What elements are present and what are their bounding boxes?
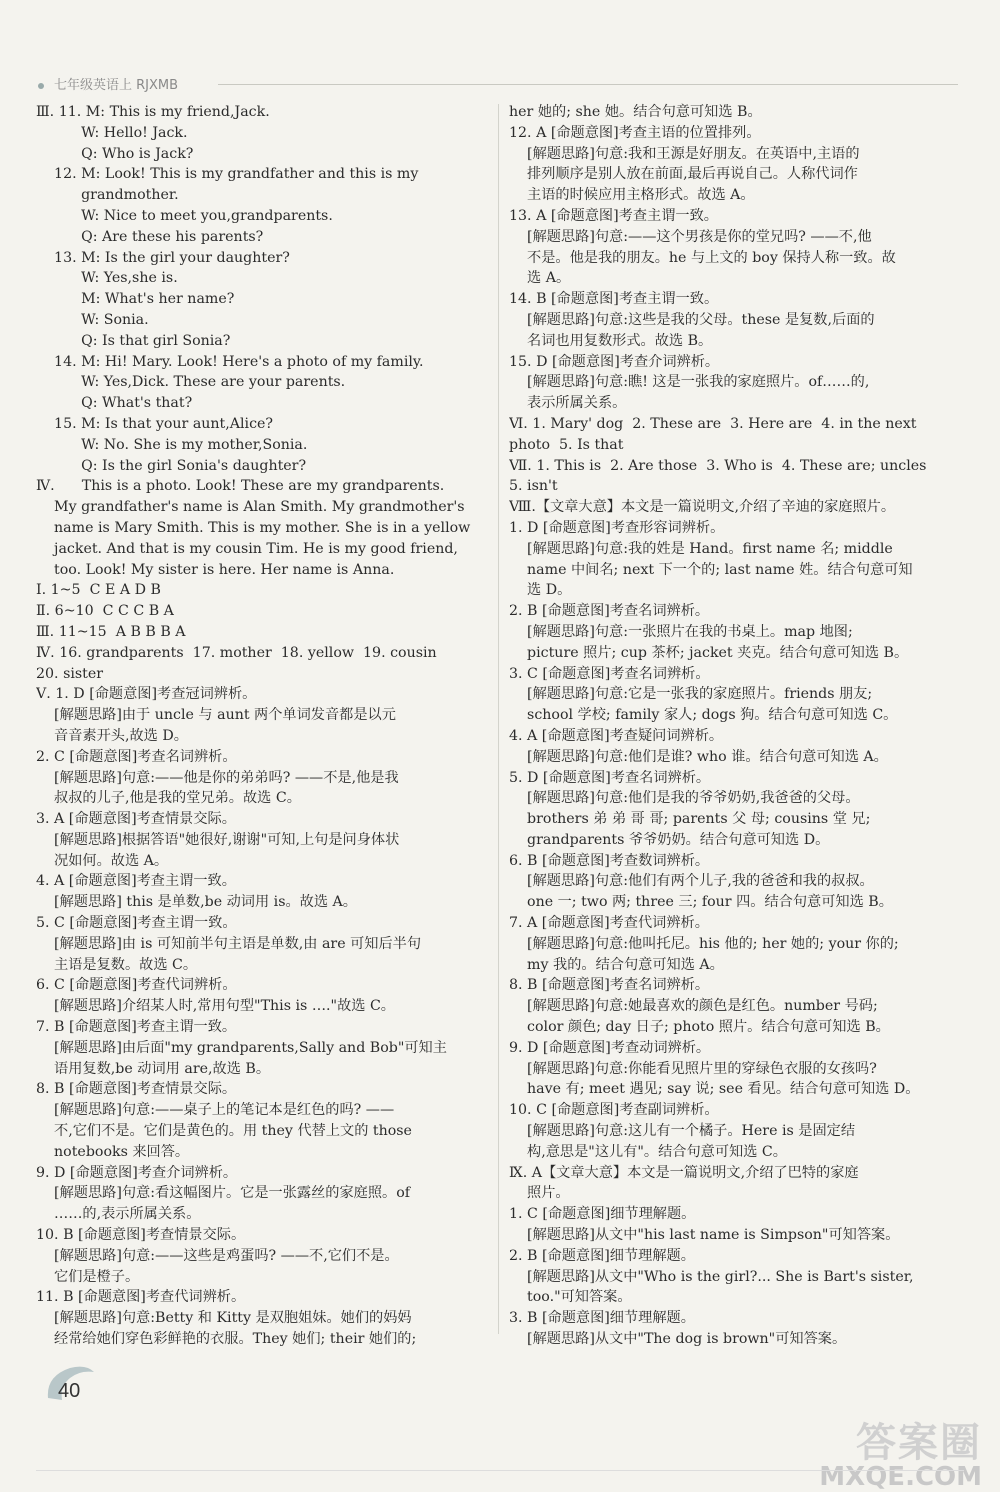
text-line: 6. C [命题意图]考查代词辨析。	[36, 977, 237, 994]
text-line: 5. isn't	[509, 478, 558, 495]
text-line: Ⅳ. 16. grandparents 17. mother 18. yellow 19. cousin	[36, 644, 437, 661]
text-line: 不是。他是我的朋友。he 与上文的 boy 保持人称一致。故	[509, 249, 896, 266]
text-line: 主语是复数。故选 C。	[36, 956, 198, 973]
text-line: photo 5. Is that	[509, 436, 624, 453]
text-line: Q: Is that girl Sonia?	[36, 332, 231, 349]
page-number-area	[40, 1358, 120, 1428]
text-line: [解题思路]句意:她最喜欢的颜色是红色。number 号码;	[509, 998, 878, 1015]
text-line: 构,意思是"这儿有"。结合句意可知选 C。	[509, 1143, 787, 1160]
text-line: 12. A [命题意图]考查主语的位置排列。	[509, 124, 761, 141]
text-line: Ⅳ. This is a photo. Look! These are my grandparents.	[36, 478, 445, 495]
text-line: 11. B [命题意图]考查代词辨析。	[36, 1289, 246, 1306]
text-line: color 颜色; day 日子; photo 照片。结合句意可知选 B。	[509, 1019, 890, 1036]
text-line: Q: Is the girl Sonia's daughter?	[36, 457, 307, 474]
text-line: [解题思路]句意:——这些是鸡蛋吗? ——不,它们不是。	[36, 1247, 399, 1264]
text-line: 7. A [命题意图]考查代词辨析。	[509, 915, 709, 932]
text-line: Ⅲ. 11. M: This is my friend,Jack.	[36, 104, 270, 120]
text-line: My grandfather's name is Alan Smith. My grandmother's	[36, 499, 465, 516]
text-line: 选 D。	[509, 582, 572, 599]
text-line: [解题思路]从文中"The dog is brown"可知答案。	[509, 1331, 847, 1348]
text-line: Q: What's that?	[36, 395, 193, 412]
text-line: 6. B [命题意图]考查数词辨析。	[509, 852, 710, 869]
text-line: 5. C [命题意图]考查主谓一致。	[36, 915, 237, 932]
text-line: 5. D [命题意图]考查名词辨析。	[509, 769, 711, 786]
text-line: [解题思路]句意:他们是我的爷爷奶奶,我爸爸的父母。	[509, 790, 860, 807]
text-line: W: Yes,Dick. These are your parents.	[36, 374, 346, 391]
text-line: [解题思路]句意:看这幅图片。它是一张露丝的家庭照。of	[36, 1185, 410, 1202]
text-line: [解题思路]句意:我和王源是好朋友。在英语中,主语的	[509, 145, 860, 162]
text-line: [解题思路]句意:这儿有一个橘子。Here is 是固定结	[509, 1123, 856, 1140]
text-line: [解题思路]句意:你能看见照片里的穿绿色衣服的女孩吗?	[509, 1060, 877, 1077]
text-line: 9. D [命题意图]考查介词辨析。	[36, 1164, 238, 1181]
text-line: 主语的时候应用主格形式。故选 A。	[509, 187, 755, 204]
running-header	[38, 74, 958, 96]
text-line: [解题思路]从文中"Who is the girl?... She is Bart's sister,	[509, 1268, 914, 1285]
text-line: jacket. And that is my cousin Tim. He is my good friend,	[36, 540, 458, 557]
header-rule	[218, 84, 958, 85]
text-line: Ⅱ. 6~10 C C C B A	[36, 603, 174, 620]
text-line: 表示所属关系。	[509, 395, 627, 412]
text-line: Ⅶ. 1. This is 2. Are those 3. Who is 4. These are; uncles	[509, 457, 927, 474]
text-line: 音音素开头,故选 D。	[36, 727, 188, 744]
text-line: [解题思路]句意:他们是谁? who 谁。结合句意可知选 A。	[509, 748, 888, 765]
right-column	[509, 102, 957, 1350]
text-line: too."可知答案。	[509, 1289, 632, 1306]
text-line: [解题思路]句意:瞧! 这是一张我的家庭照片。of……的,	[509, 374, 870, 391]
text-line: my 我的。结合句意可知选 A。	[509, 956, 724, 973]
text-line: [解题思路]句意:Betty 和 Kitty 是双胞姐妹。她们的妈妈	[36, 1310, 412, 1327]
text-line: [解题思路]由于 uncle 与 aunt 两个单词发音都是以元	[36, 707, 396, 724]
text-line: [解题思路]句意:——他是你的弟弟吗? ——不是,他是我	[36, 769, 399, 786]
left-column	[36, 102, 488, 1350]
text-line: 10. C [命题意图]考查副词辨析。	[509, 1102, 719, 1119]
text-line: 经常给她们穿色彩鲜艳的衣服。They 她们; their 她们的;	[36, 1331, 417, 1348]
text-line: 10. B [命题意图]考查情景交际。	[36, 1227, 246, 1244]
text-line: 选 A。	[509, 270, 571, 287]
text-line: [解题思路]句意:他们有两个儿子,我的爸爸和我的叔叔。	[509, 873, 874, 890]
text-line: Ⅸ. A【文章大意】本文是一篇说明文,介绍了巴特的家庭	[509, 1164, 859, 1181]
header-title: 七年级英语上 RJXMB	[54, 78, 179, 93]
text-line: one 一; two 两; three 三; four 四。结合句意可知选 B。	[509, 894, 893, 911]
text-line: 不,它们不是。它们是黄色的。用 they 代替上文的 those	[36, 1123, 412, 1140]
text-line: [解题思路]由后面"my grandparents,Sally and Bob"可知主	[36, 1039, 447, 1056]
text-line: 8. B [命题意图]考查情景交际。	[36, 1081, 237, 1098]
text-line: name is Mary Smith. This is my mother. She is in a yellow	[36, 519, 471, 536]
text-line: 1. D [命题意图]考查形容词辨析。	[509, 519, 725, 536]
text-line: Ⅲ. 11~15 A B B B A	[36, 623, 186, 640]
text-line: Ⅵ. 1. Mary' dog 2. These are 3. Here are 4. in the next	[509, 415, 917, 432]
text-line: 14. B [命题意图]考查主谓一致。	[509, 291, 719, 308]
text-line: 8. B [命题意图]考查名词辨析。	[509, 977, 710, 994]
text-line: M: What's her name?	[36, 291, 235, 308]
text-line: have 有; meet 遇见; say 说; see 看见。结合句意可知选 D。	[509, 1081, 920, 1098]
bullet-icon	[38, 83, 44, 89]
text-line: name 中间名; next 下一个的; last name 姓。结合句意可知	[509, 561, 913, 578]
text-line: [解题思路]介绍某人时,常用句型"This is …."故选 C。	[36, 998, 395, 1015]
text-line: grandmother.	[36, 187, 179, 204]
text-line: Q: Who is Jack?	[36, 145, 194, 162]
text-line: 12. M: Look! This is my grandfather and this is my	[36, 166, 419, 183]
text-line: 语用复数,be 动词用 are,故选 B。	[36, 1060, 271, 1077]
text-line: [解题思路]句意:——这个男孩是你的堂兄吗? ——不,他	[509, 228, 872, 245]
text-line: 况如何。故选 A。	[36, 852, 169, 869]
text-line: [解题思路]句意:我的姓是 Hand。first name 名; middle	[509, 540, 893, 557]
text-line: 叔叔的儿子,他是我的堂兄弟。故选 C。	[36, 790, 301, 807]
text-line: W: Nice to meet you,grandparents.	[36, 207, 333, 224]
text-line: 1. C [命题意图]细节理解题。	[509, 1206, 696, 1223]
text-line: 15. D [命题意图]考查介词辨析。	[509, 353, 720, 370]
text-line: 它们是橙子。	[36, 1268, 140, 1285]
text-line: 4. A [命题意图]考查主谓一致。	[36, 873, 236, 890]
text-line: 4. A [命题意图]考查疑问词辨析。	[509, 727, 724, 744]
text-line: 照片。	[509, 1185, 570, 1202]
text-line: 14. M: Hi! Mary. Look! Here's a photo of my family.	[36, 353, 424, 370]
text-line: W: Hello! Jack.	[36, 124, 188, 141]
text-line: ……的,表示所属关系。	[36, 1206, 201, 1223]
text-line: W: Yes,she is.	[36, 270, 178, 287]
text-line: 3. B [命题意图]细节理解题。	[509, 1310, 695, 1327]
text-line: Ⅴ. 1. D [命题意图]考查冠词辨析。	[36, 686, 257, 703]
column-divider	[498, 104, 499, 1334]
text-line: Ⅷ.【文章大意】本文是一篇说明文,介绍了辛迪的家庭照片。	[509, 499, 896, 516]
text-line: picture 照片; cup 茶杯; jacket 夹克。结合句意可知选 B。	[509, 644, 909, 661]
watermark-logo: 答案圈	[856, 1420, 982, 1466]
text-line: 2. C [命题意图]考查名词辨析。	[36, 748, 237, 765]
text-line: W: No. She is my mother,Sonia.	[36, 436, 308, 453]
text-line: [解题思路]句意:——桌子上的笔记本是红色的吗? ——	[36, 1102, 395, 1119]
text-line: grandparents 爷爷奶奶。结合句意可知选 D。	[509, 831, 830, 848]
text-line: 13. A [命题意图]考查主谓一致。	[509, 207, 718, 224]
text-line: [解题思路] this 是单数,be 动词用 is。故选 A。	[36, 894, 357, 911]
text-line: [解题思路]句意:它是一张我的家庭照片。friends 朋友;	[509, 686, 873, 703]
text-line: Ⅰ. 1~5 C E A D B	[36, 582, 161, 599]
text-line: brothers 弟 弟 哥 哥; parents 父 母; cousins 堂 兄;	[509, 811, 871, 828]
text-line: 20. sister	[36, 665, 104, 682]
page-number: 40	[58, 1380, 81, 1402]
text-line: [解题思路]句意:一张照片在我的书桌上。map 地图;	[509, 623, 853, 640]
text-line: 名词也用复数形式。故选 B。	[509, 332, 713, 349]
text-line: [解题思路]句意:他叫托尼。his 他的; her 她的; your 你的;	[509, 935, 899, 952]
text-line: 9. D [命题意图]考查动词辨析。	[509, 1039, 711, 1056]
text-line: 排列顺序是别人放在前面,最后再说自己。人称代词作	[509, 166, 858, 183]
text-line: 13. M: Is the girl your daughter?	[36, 249, 290, 266]
text-line: 2. B [命题意图]考查名词辨析。	[509, 603, 710, 620]
text-line: school 学校; family 家人; dogs 狗。结合句意可知选 C。	[509, 707, 898, 724]
bottom-rule	[36, 1470, 964, 1471]
watermark-url: MXQE.COM	[819, 1462, 982, 1492]
text-line: [解题思路]从文中"his last name is Simpson"可知答案。	[509, 1227, 900, 1244]
text-line: 3. A [命题意图]考查情景交际。	[36, 811, 236, 828]
text-line: 2. B [命题意图]细节理解题。	[509, 1247, 695, 1264]
text-line: 15. M: Is that your aunt,Alice?	[36, 415, 274, 432]
text-line: W: Sonia.	[36, 311, 149, 328]
text-line: [解题思路]句意:这些是我的父母。these 是复数,后面的	[509, 311, 875, 328]
text-line: her 她的; she 她。结合句意可知选 B。	[509, 104, 762, 120]
text-line: too. Look! My sister is here. Her name is Anna.	[36, 561, 395, 578]
text-line: Q: Are these his parents?	[36, 228, 264, 245]
text-line: 3. C [命题意图]考查名词辨析。	[509, 665, 710, 682]
text-line: 7. B [命题意图]考查主谓一致。	[36, 1019, 237, 1036]
text-line: [解题思路]由 is 可知前半句主语是单数,由 are 可知后半句	[36, 935, 422, 952]
text-line: notebooks 来回答。	[36, 1143, 190, 1160]
text-line: [解题思路]根据答语"她很好,谢谢"可知,上句是问身体状	[36, 831, 400, 848]
